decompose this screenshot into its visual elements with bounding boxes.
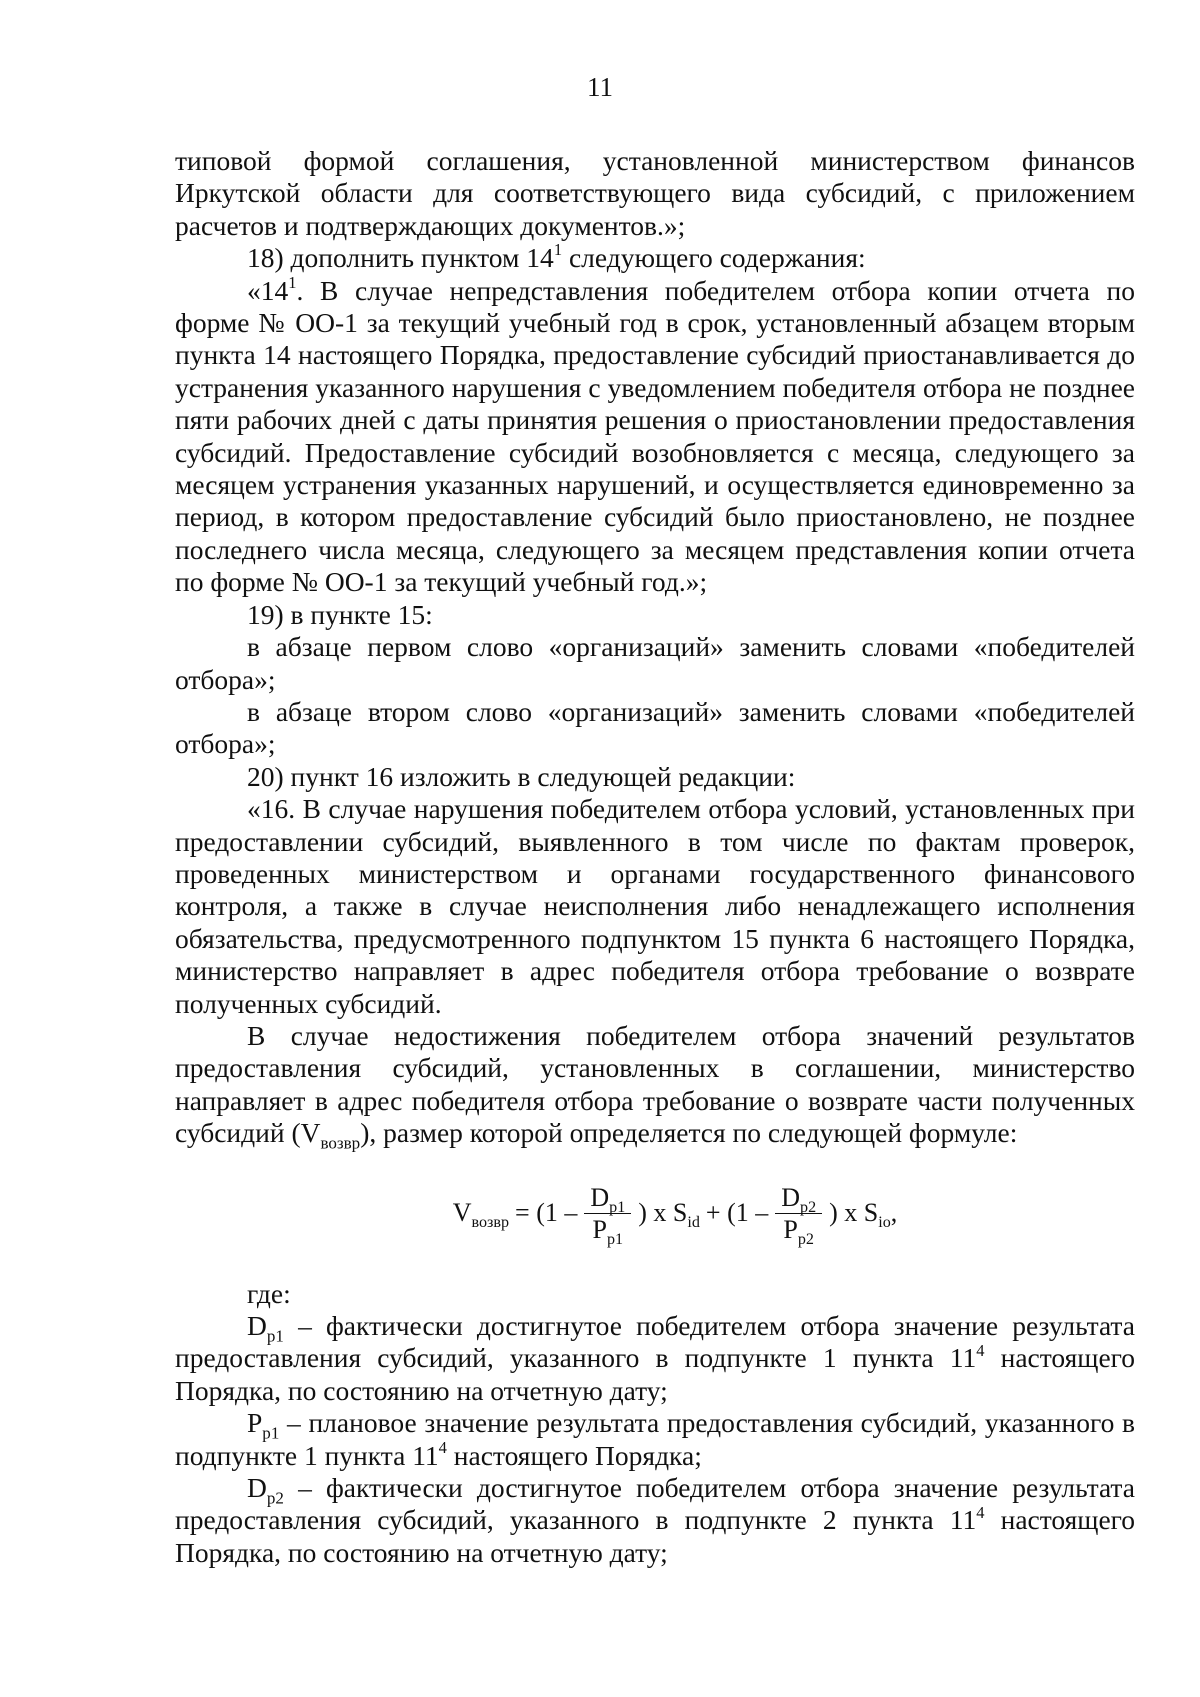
paragraph — [175, 1019, 1135, 1153]
text-run: 18) дополнить пунктом 14 — [247, 242, 554, 274]
page-number: 11 — [587, 72, 613, 102]
text-run: «14 — [247, 274, 289, 306]
text-run: . В случае непредставления победителем отбора копии отчета по форме № ОО-1 за текущий учебный год в срок, установленный абзацем вторым пункта 14 настоящего Порядка, предоставление субсидий приостанавливается до устранения указанного нарушения с уведомлением победителя отбора не позднее пяти рабочих дней с даты принятия решения о приостановлении предоставления субсидий. Предоставление субсидий возобновляется с месяца, следующего за месяцем устранения указанных нарушений, и осуществляется единовременно за период, в котором предоставление субсидий было приостановлено, не позднее последнего числа месяца, следующего за месяцем представления копии отчета по форме № ОО-1 за текущий учебный год.»; — [175, 274, 1135, 598]
paragraph — [175, 272, 1135, 599]
fraction-2-denominator: $P_{p2}$ — [783, 1214, 814, 1248]
paragraph: где: — [247, 1277, 291, 1309]
formula — [175, 1150, 1135, 1278]
superscript: 1 — [288, 272, 297, 292]
text-run: В случае недостижения победителем отбора значений результатов предоставления субсидий, установленных в соглашении, министерство направляет в адрес победителя отбора требование о возврате части полученных субсидий (V — [175, 1019, 1135, 1149]
formula-lhs: $V_{возвр}$ — [452, 1198, 510, 1232]
paragraph: в абзаце первом слово «организаций» заменить словами «победителей отбора»; — [175, 631, 1135, 695]
text-run: следующего содержания: — [562, 242, 866, 274]
formula-open-1: = (1 – — [515, 1198, 578, 1228]
fraction-1-numerator: $D_{p1}$ — [584, 1184, 631, 1214]
paragraph: типовой формой соглашения, установленной министерством финансов Иркутской области для соответствующего вида субсидий, с приложением расчетов и подтверждающих документов.»; — [175, 145, 1135, 241]
definition-d2: $D_{p2}$ – фактически достигнутое победителем отбора значение результата предоставления субсидий, указанного в подпункте 2 пункта $11^4$ настоящего Порядка, по состоянию на отчетную дату; — [175, 1472, 1135, 1568]
formula-mid-2: ) x $S_{io}$, — [829, 1198, 898, 1232]
text-run: ), размер которой определяется по следующей формуле: — [360, 1117, 1018, 1149]
formula-open-2: + (1 – — [705, 1198, 769, 1228]
fraction-2 — [775, 1182, 822, 1248]
paragraph: 19) в пункте 15: — [247, 598, 433, 630]
superscript: 1 — [553, 240, 563, 260]
formula-mid-1: ) x $S_{id}$ — [638, 1198, 700, 1232]
paragraph — [175, 242, 1135, 274]
paragraph: «16. В случае нарушения победителем отбора условий, установленных при предоставлении субсидий, выявленного в том числе по фактам проверок, проведенных министерством и органами государственного финансового контроля, а также в случае неисполнения либо ненадлежащего исполнения обязательства, предусмотренного подпунктом 15 пункта 6 настоящего Порядка, министерство направляет в адрес победителя отбора требование о возврате полученных субсидий. — [175, 793, 1135, 1019]
fraction-1-denominator: $P_{p1}$ — [592, 1214, 624, 1248]
subscript: возвр — [320, 1133, 361, 1153]
paragraph: 20) пункт 16 изложить в следующей редакции: — [247, 760, 796, 792]
definition-d1: $D_{p1}$ – фактически достигнутое победителем отбора значение результата предоставления субсидий, указанного в подпункте 1 пункта $11^4$ настоящего Порядка, по состоянию на отчетную дату; — [175, 1310, 1135, 1406]
document-body — [175, 145, 1135, 1569]
formula-expression — [450, 1182, 901, 1248]
fraction-2-numerator: $D_{p2}$ — [775, 1184, 822, 1214]
fraction-1 — [584, 1182, 631, 1248]
paragraph: в абзаце втором слово «организаций» заменить словами «победителей отбора»; — [175, 695, 1135, 760]
definition-p1: $P_{p1}$ – плановое значение результата предоставления субсидий, указанного в подпункте 1 пункта $11^4$ настоящего Порядка; — [175, 1407, 1135, 1471]
